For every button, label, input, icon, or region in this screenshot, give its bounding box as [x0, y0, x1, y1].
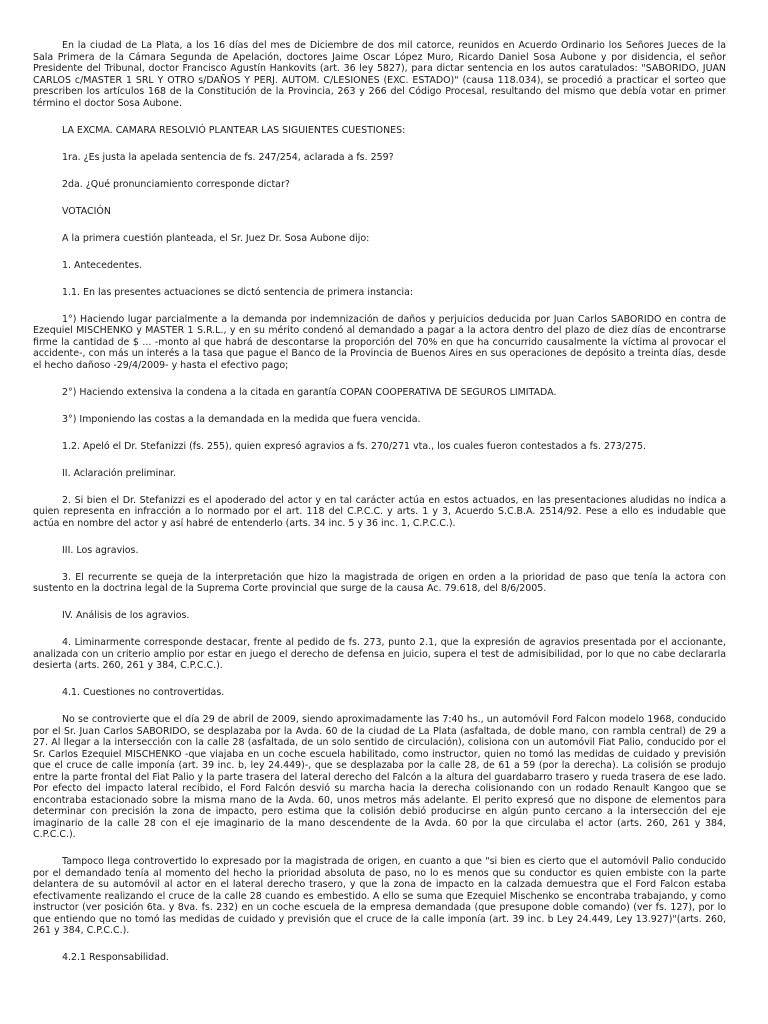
section-antecedentes: 1. Antecedentes.: [62, 259, 143, 271]
question-2: 2da. ¿Qué pronunciamiento corresponde dictar?: [62, 178, 290, 190]
document-page: [33, 40, 726, 964]
section-agravios: III. Los agravios.: [62, 544, 139, 556]
ruling-point-2: 2°) Haciendo extensiva la condena a la citada en garantía COPAN COOPERATIVA DE SEGUROS LIMITADA.: [62, 386, 557, 398]
subsection-4-1: 4.1. Cuestiones no controvertidas.: [62, 687, 225, 698]
ruling-point-3: 3°) Imponiendo las costas a la demandada en la medida que fuera vencida.: [62, 413, 421, 425]
quote-paragraph: Tampoco llega controvertido lo expresado por la magistrada de origen, en cuanto a que "si bien es cierto que el automóvil Palio conducido por el demandado tenía al momento del hecho la prioridad absoluta de paso, no lo es menos que su conductor es quien embiste con la parte delantera de su automóvil al actor en el lateral derecho trasero, y que la zona de impacto en la calzada demuestra que el Ford Falcon estaba efectivamente realizando el cruce de la calle 28 cuando es embestido. A ello se suma que Ezequiel Mischenko se encontraba trabajando, y como instructor (ver posición 6ta. y 8va. fs. 232) en un coche escuela de la empresa demandada (que presupone doble comando) (ver fs. 127), por lo que entiendo que no tomó las medidas de cuidado y previsión que el cruce de la calle imponía (art. 39 inc. b Ley 24.449, Ley 13.927)"(arts. 260, 261 y 384, C.P.C.C.).: [33, 856, 726, 936]
subsection-1-2: 1.2. Apeló el Dr. Stefanizzi (fs. 255), quien expresó agravios a fs. 270/271 vta., los cuales fueron contestados a fs. 273/275.: [62, 440, 647, 452]
paragraph-3: 3. El recurrente se queja de la interpretación que hizo la magistrada de origen en orden a la prioridad de paso que tenía la actora con sustento en la doctrina legal de la Suprema Corte provincial que surge de la causa Ac. 79.618, del 8/6/2005.: [33, 571, 726, 594]
question-1: 1ra. ¿Es justa la apelada sentencia de fs. 247/254, aclarada a fs. 259?: [62, 151, 394, 163]
questions-heading: LA EXCMA. CAMARA RESOLVIÓ PLANTEAR LAS SIGUIENTES CUESTIONES:: [62, 124, 406, 136]
section-aclaracion: II. Aclaración preliminar.: [62, 467, 176, 479]
paragraph-4: 4. Liminarmente corresponde destacar, frente al pedido de fs. 273, punto 2.1, que la expresión de agravios presentada por el accionante, analizada con un criterio amplio por estar en juego el derecho de defensa en juicio, supera el test de admisibilidad, por lo que no cabe declararla desierta (arts. 260, 261 y 384, C.P.C.C.).: [33, 637, 726, 671]
subsection-1-1: 1.1. En las presentes actuaciones se dictó sentencia de primera instancia:: [62, 286, 414, 298]
subsection-4-2-1: 4.2.1 Responsabilidad.: [62, 952, 169, 963]
first-question-intro: A la primera cuestión planteada, el Sr. Juez Dr. Sosa Aubone dijo:: [62, 232, 370, 244]
voting-heading: VOTACIÓN: [62, 205, 111, 217]
ruling-point-1: 1°) Haciendo lugar parcialmente a la demanda por indemnización de daños y perjuicios deducida por Juan Carlos SABORIDO en contra de Ezequiel MISCHENKO y MASTER 1 S.R.L., y en su mérito condenó al demandado a pagar a la actora dentro del plazo de diez días de encontrarse firme la cantidad de $ ... -monto al que habrá de descontarse la proporción del 70% en que ha concurrido causalmente la víctima al provocar el accidente-, con más un interés a la tasa que pague el Banco de la Provincia de Buenos Aires en sus operaciones de depósito a treinta días, desde el hecho dañoso -29/4/2009- y hasta el efectivo pago;: [33, 313, 726, 371]
facts-paragraph: No se controvierte que el día 29 de abril de 2009, siendo aproximadamente las 7:40 hs., un automóvil Ford Falcon modelo 1968, conducido por el Sr. Juan Carlos SABORIDO, se desplazaba por la Avda. 60 de la ciudad de La Plata (asfaltada, de doble mano, con rambla central) de 29 a 27. Al llegar a la intersección con la calle 28 (asfaltada, de un solo sentido de circulación), colisiona con un automóvil Fiat Palio, conducido por el Sr. Carlos Ezequiel MISCHENKO -que viajaba en un coche escuela habilitado, como instructor, quien no tomó las medidas de cuidado y previsión que el cruce de calle imponía (art. 39 inc. b, ley 24.449)-, que se desplazaba por la calle 28, de 61 a 59 (por la derecha). La colisión se produjo entre la parte frontal del Fiat Palio y la parte trasera del lateral derecho del Falcón a la altura del guardabarro trasero y rueda trasera de ese lado. Por efecto del impacto lateral recibido, el Ford Falcón desvió su marcha hacia la derecha colisionando con un rodado Renault Kangoo que se encontraba estacionado sobre la misma mano de la Avda. 60, unos metros más adelante. El perito expresó que no dispone de elementos para determinar con precisión la zona de impacto, pero estima que la colisión debió producirse en algún punto cercano a la intersección del eje imaginario de la calle 28 con el eje imaginario de la mano descendente de la Avda. 60 por la que circulaba el actor (arts. 260, 261 y 384, C.P.C.C.).: [33, 714, 726, 840]
intro-paragraph: En la ciudad de La Plata, a los 16 días del mes de Diciembre de dos mil catorce, reunidos en Acuerdo Ordinario los Señores Jueces de la Sala Primera de la Cámara Segunda de Apelación, doctores Jaime Oscar López Muro, Ricardo Daniel Sosa Aubone y por disidencia, el señor Presidente del Tribunal, doctor Francisco Agustín Hankovits (art. 36 ley 5827), para dictar sentencia en los autos caratulados: "SABORIDO, JUAN CARLOS c/MASTER 1 SRL Y OTRO s/DAÑOS Y PERJ. AUTOM. C/LESIONES (EXC. ESTADO)" (causa 118.034), se procedió a practicar el sorteo que prescriben los artículos 168 de la Constitución de la Provincia, 263 y 266 del Código Procesal, resultando del mismo que debía votar en primer término el doctor Sosa Aubone.: [33, 40, 726, 109]
paragraph-2: 2. Si bien el Dr. Stefanizzi es el apoderado del actor y en tal carácter actúa en estos actuados, en las presentaciones aludidas no indica a quien representa en infracción a lo normado por el art. 118 del C.P.C.C. y arts. 1 y 3, Acuerdo S.C.B.A. 2514/92. Pese a ello es indudable que actúa en nombre del actor y así habré de entenderlo (arts. 34 inc. 5 y 36 inc. 1, C.P.C.C.).: [33, 494, 726, 529]
section-analisis: IV. Análisis de los agravios.: [62, 610, 190, 621]
